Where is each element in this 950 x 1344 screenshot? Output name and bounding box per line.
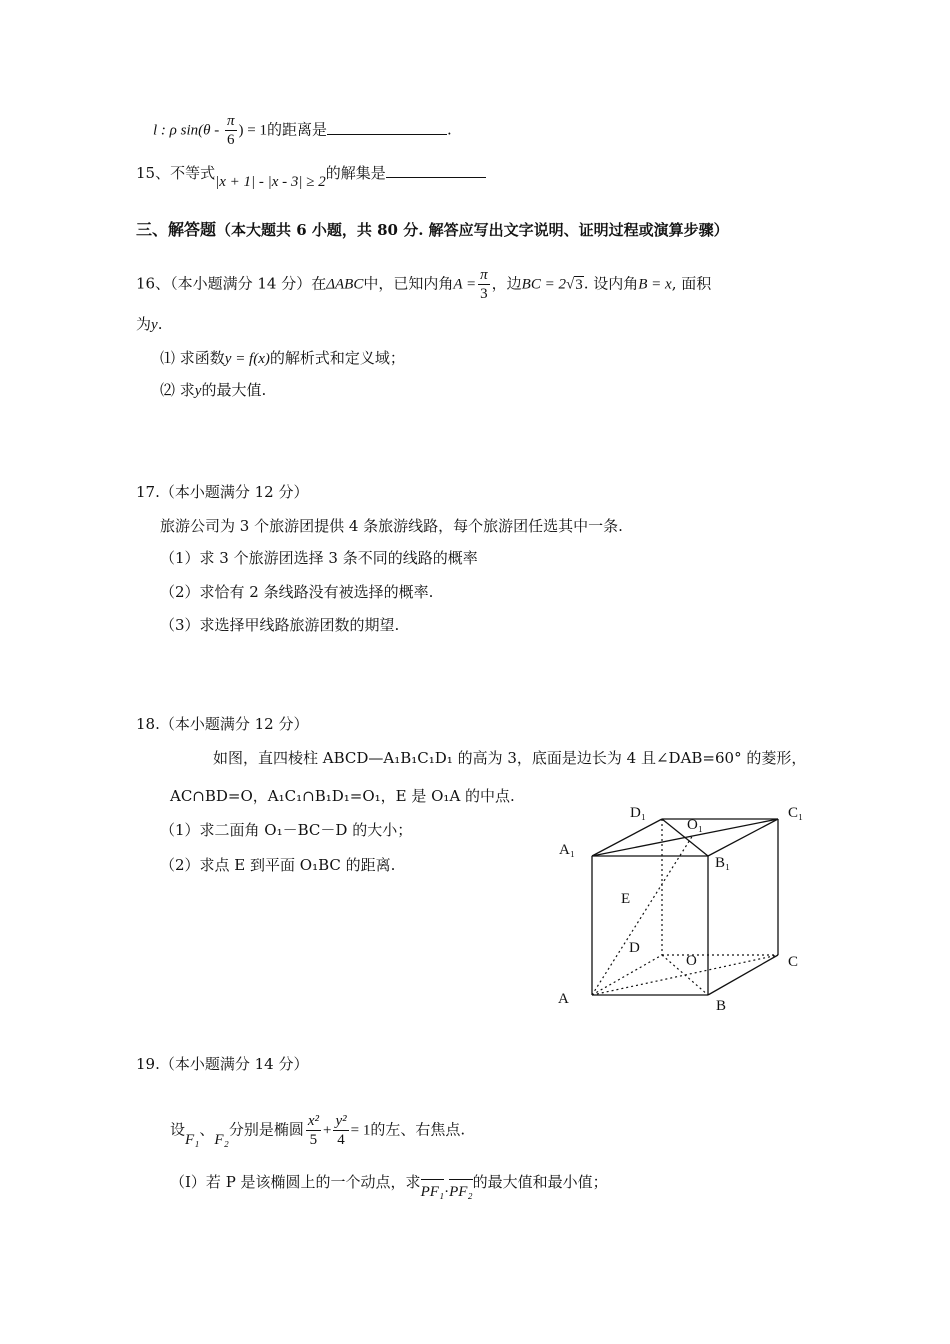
label-c1: C₁ (788, 805, 804, 821)
q19-s1: 设 (170, 1120, 186, 1139)
label-c: C (788, 954, 799, 970)
q18-part1: （1）求二面角 O₁－BC－D 的大小； (160, 821, 413, 839)
q16-line2 (136, 314, 162, 335)
q19-vector-pf2: PF₂ (449, 1184, 473, 1200)
label-o1: O₁ (687, 817, 704, 833)
q16-part1 (160, 348, 405, 369)
q17-body: 旅游公司为 3 个旅游团提供 4 条旅游线路，每个旅游团任选其中一条. (160, 517, 623, 535)
q16-part1-math: y = f(x) (224, 351, 270, 367)
label-d1: D₁ (630, 805, 647, 821)
q15-answer-blank[interactable] (386, 163, 486, 178)
q14-text: 的距离是 (266, 120, 327, 139)
q16-part1-text: ⑴ 求函数 (160, 349, 225, 367)
q19-part1-rest: 的最大值和最小值； (472, 1173, 608, 1191)
q19-frac-x (306, 1112, 321, 1149)
q16-angle-b: B = x (638, 276, 672, 293)
q15-line (136, 163, 486, 190)
q16-text4: , 面积 (671, 274, 712, 293)
q14-fraction (225, 112, 237, 149)
label-a: A (558, 991, 569, 1007)
q19-vector-pf1: PF₁ (420, 1184, 445, 1200)
q14-equation-rhs: ) = 1 (238, 122, 267, 139)
section3-title: 三、解答题 (136, 220, 217, 239)
section3-heading (136, 220, 729, 240)
q16-part2-text: ⑵ 求 (160, 381, 195, 399)
q16-part1-rest: 的解析式和定义域； (269, 349, 405, 367)
q19-fy-den: 4 (337, 1132, 345, 1148)
label-e: E (621, 891, 631, 907)
q16-angle-a: A = (453, 276, 477, 293)
q19-plus: + (322, 1122, 332, 1139)
q19-dot: · (444, 1184, 450, 1200)
edge-a1-d1 (592, 819, 662, 856)
q16-triangle: ΔABC (326, 276, 364, 293)
q16-text1: 中，已知内角 (363, 274, 454, 293)
section3-note: （本大题共 6 小题，共 80 分. 解答应写出文字说明、证明过程或演算步骤） (216, 221, 729, 239)
edge-c1-b1 (708, 819, 778, 856)
q16-part2 (160, 380, 266, 401)
q15-text: 的解集是 (325, 164, 386, 182)
q19-eq: = 1 (350, 1122, 371, 1139)
label-d: D (629, 940, 640, 956)
q15-number: 15、不等式 (136, 164, 216, 182)
q16-line1: 16、（本小题满分 14 分）在ΔABC中，已知内角A = $\frac{\pi}{3}$ ，边BC = 2√3. 设内角B = x, 面积 (136, 267, 712, 302)
q16-frac-num: π (480, 267, 488, 283)
q19-sep: 、 (199, 1120, 215, 1139)
q17-part3: （3）求选择甲线路旅游团数的期望. (160, 616, 400, 634)
q14-equation-lhs: l : ρ sin(θ - (153, 122, 223, 139)
q19-statement (170, 1112, 465, 1149)
q18-body2: AC∩BD=O，A₁C₁∩B₁D₁=O₁，E 是 O₁A 的中点. (170, 787, 515, 805)
label-a1: A₁ (559, 842, 576, 858)
q19-frac-y (333, 1112, 348, 1149)
q19-s2: 分别是椭圆 (228, 1120, 304, 1139)
q18-body1: 如图，直四棱柱 ABCD—A₁B₁C₁D₁ 的高为 3，底面是边长为 4 且∠DAB=60° 的菱形， (213, 749, 807, 767)
q17-part1: （1）求 3 个旅游团选择 3 条不同的线路的概率 (160, 549, 478, 567)
q19-f2: F₂ (214, 1131, 229, 1148)
q16-side: BC = 2 (521, 276, 566, 293)
q19-part1-text: （Ⅰ）若 P 是该椭圆上的一个动点，求 (170, 1173, 421, 1191)
q16-part2-var: y (194, 383, 202, 399)
q16-line2-end: . (157, 315, 163, 333)
q18-header: 18.（本小题满分 12 分） (136, 715, 309, 733)
q18-part2: （2）求点 E 到平面 O₁BC 的距离. (160, 856, 396, 874)
q14-end: . (446, 120, 452, 139)
q16-line2-text: 为 (136, 315, 152, 333)
q16-line2-var: y (151, 317, 158, 333)
q14-answer-blank[interactable] (327, 120, 447, 135)
hidden-diag-d-b (662, 955, 708, 995)
hidden-line-a-o1 (592, 835, 693, 995)
edge-b-c (708, 955, 778, 995)
q19-s3: 的左、右焦点. (370, 1120, 466, 1139)
q17-header: 17.（本小题满分 12 分） (136, 483, 309, 501)
q19-part1 (170, 1172, 608, 1200)
label-b1: B₁ (715, 855, 731, 871)
hidden-edge-a-d (592, 955, 662, 995)
label-o: O (686, 953, 697, 969)
q14-frac-den: 6 (226, 132, 235, 148)
q16-frac-den: 3 (480, 286, 488, 302)
label-b: B (716, 998, 727, 1014)
q16-part2-rest: 的最大值. (201, 381, 267, 399)
q14-tail-line (153, 112, 452, 149)
q16-intro: 16、（本小题满分 14 分）在 (136, 274, 327, 293)
q17-part2: （2）求恰有 2 条线路没有被选择的概率. (160, 583, 434, 601)
q19-header: 19.（本小题满分 14 分） (136, 1055, 309, 1073)
q19-fy-num: y² (335, 1113, 347, 1129)
q16-sqrt-value: 3 (575, 276, 583, 293)
q19-f1: F₁ (185, 1131, 200, 1148)
q16-fraction (478, 266, 490, 303)
q19-fx-den: 5 (309, 1132, 318, 1148)
q16-text3: . 设内角 (583, 274, 639, 293)
q15-math: |x + 1| - |x - 3| ≥ 2 (215, 174, 326, 190)
prism-figure (555, 795, 815, 1025)
q16-text2: ，边 (491, 274, 522, 293)
q19-fx-num: x² (307, 1113, 319, 1129)
q14-frac-num: π (226, 113, 235, 129)
